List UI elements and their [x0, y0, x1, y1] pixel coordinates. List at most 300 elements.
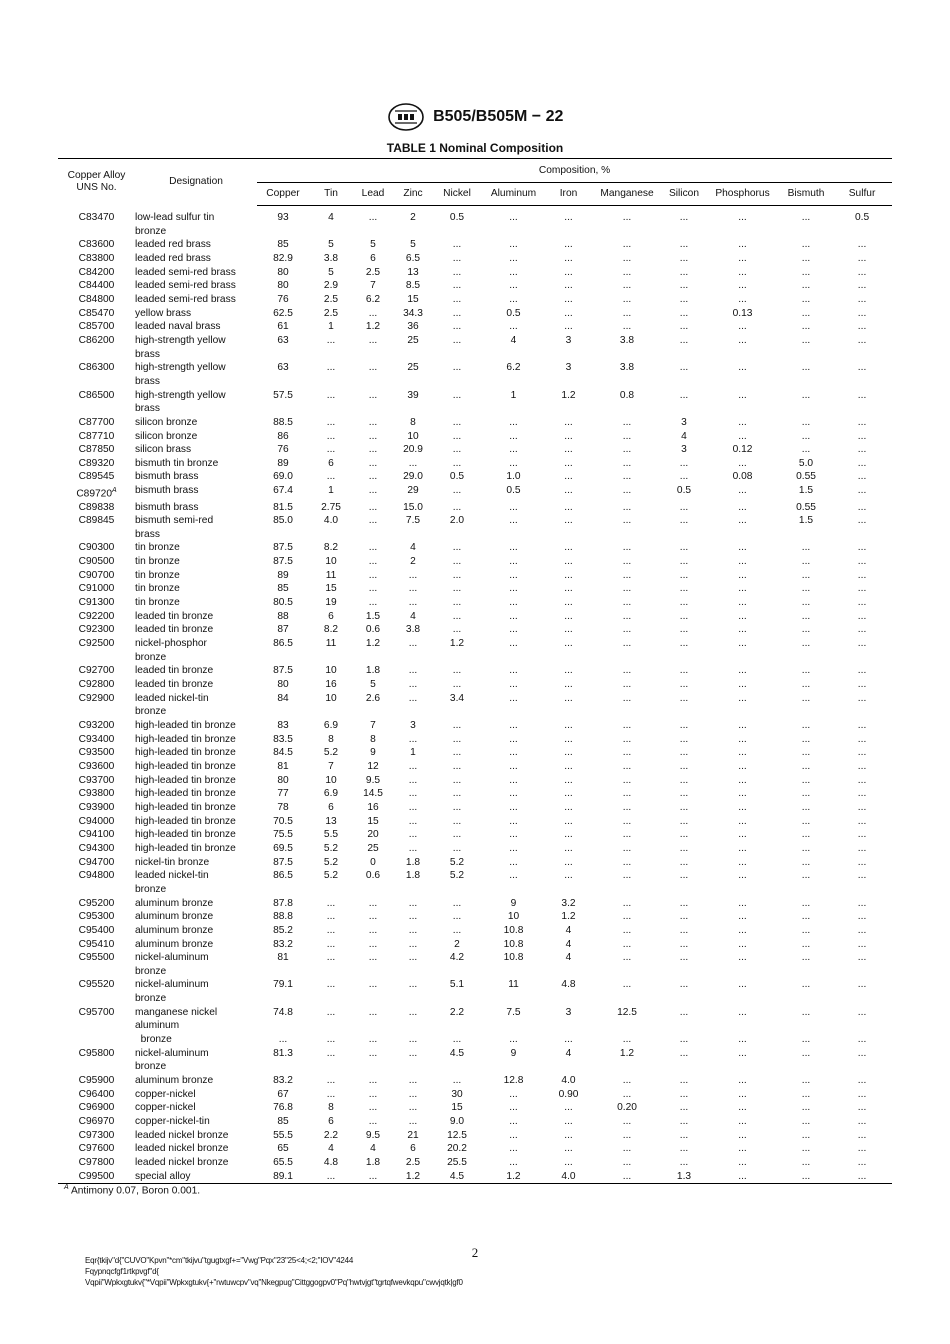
composition-value: ...: [368, 307, 378, 319]
composition-value: ...: [738, 334, 747, 346]
composition-value: ...: [801, 679, 811, 691]
composition-value: ...: [622, 1034, 632, 1046]
composition-value: ...: [801, 638, 811, 650]
composition-value: 4.0: [323, 515, 339, 527]
composition-value: [705, 1019, 780, 1033]
alloy-designation: bronze: [135, 1061, 167, 1073]
composition-value: ...: [509, 556, 518, 568]
composition-value: 1.2: [449, 638, 465, 650]
alloy-uns: [58, 746, 135, 760]
composition-value: [832, 402, 892, 416]
composition-value: ...: [591, 1170, 663, 1184]
table-row: [58, 206, 892, 225]
composition-value: ...: [452, 665, 462, 677]
composition-value: 1.8: [365, 1157, 381, 1169]
composition-value: [780, 1060, 832, 1074]
composition-value: ...: [564, 829, 573, 841]
composition-value: [546, 1019, 591, 1033]
alloy-designation: bronze: [135, 1034, 172, 1046]
alloy-uns-number: C85700: [78, 321, 115, 333]
composition-value: ...: [509, 583, 518, 595]
alloy-uns-number: C83600: [78, 239, 115, 251]
composition-value: ...: [622, 911, 632, 923]
alloy-uns-number: C97800: [78, 1157, 115, 1169]
alloy-uns: [58, 733, 135, 747]
composition-value: ...: [452, 801, 462, 813]
composition-value: ...: [622, 471, 632, 483]
composition-value: ...: [622, 239, 632, 251]
composition-value: 9.5: [365, 774, 381, 786]
composition-value: ...: [509, 1116, 518, 1128]
document-title: B505/B505M − 22: [433, 108, 564, 125]
composition-value: 76: [277, 293, 289, 305]
composition-value: 67.4: [273, 485, 293, 497]
composition-value: ...: [368, 911, 378, 923]
alloy-uns: [58, 664, 135, 678]
composition-value: [257, 992, 309, 1006]
table-row: [58, 774, 892, 788]
alloy-designation: special alloy: [135, 1170, 257, 1184]
composition-value: ...: [622, 1075, 632, 1087]
composition-value: ...: [564, 624, 573, 636]
composition-value: ...: [801, 952, 811, 964]
alloy-uns-number: C93800: [78, 788, 115, 800]
composition-value: [832, 1060, 892, 1074]
composition-value: ...: [738, 416, 747, 428]
composition-value: [663, 375, 705, 389]
composition-value: 2.2: [449, 1006, 465, 1018]
composition-value: ...: [705, 1170, 780, 1184]
alloy-uns-number: C90700: [78, 569, 115, 581]
composition-value: ...: [801, 624, 811, 636]
table-row: [58, 457, 892, 471]
composition-value: ...: [509, 430, 518, 442]
composition-value: ...: [622, 307, 632, 319]
composition-value: ...: [679, 1088, 689, 1100]
composition-value: ...: [857, 252, 867, 264]
composition-value: 4.0: [561, 1075, 576, 1087]
composition-value: [393, 883, 433, 897]
composition-value: 3.8: [619, 362, 635, 374]
composition-value: ...: [326, 362, 336, 374]
table-row: [58, 582, 892, 596]
composition-value: ...: [801, 801, 811, 813]
composition-value: ...: [857, 389, 867, 401]
composition-value: ...: [564, 774, 573, 786]
composition-value: ...: [408, 952, 418, 964]
alloy-uns-number: C95900: [78, 1075, 115, 1087]
composition-value: 11: [325, 638, 337, 650]
composition-value: [832, 992, 892, 1006]
composition-value: ...: [857, 597, 867, 609]
composition-value: ...: [368, 334, 378, 346]
composition-value: ...: [738, 597, 747, 609]
composition-value: ...: [679, 979, 689, 991]
composition-value: 0.5: [676, 485, 692, 497]
alloy-designation: high-leaded tin bronze: [135, 815, 236, 827]
alloy-uns-number: C95700: [78, 1006, 115, 1018]
composition-value: [663, 225, 705, 239]
composition-value: [591, 705, 663, 719]
table-row: [58, 842, 892, 856]
composition-value: 81.5: [273, 501, 293, 513]
composition-value: [591, 965, 663, 979]
composition-value: [257, 375, 309, 389]
composition-value: ...: [408, 638, 418, 650]
composition-value: ...: [452, 485, 462, 497]
composition-value: ...: [622, 665, 632, 677]
composition-value: ...: [622, 515, 632, 527]
alloy-uns: [58, 555, 135, 569]
table-row: [58, 266, 892, 280]
composition-value: [433, 348, 481, 362]
composition-value: ...: [622, 1157, 632, 1169]
alloy-uns: [58, 206, 135, 225]
composition-value: ...: [509, 212, 518, 223]
composition-value: 4: [565, 1047, 572, 1059]
composition-value: [481, 705, 546, 719]
composition-value: ...: [857, 897, 867, 909]
composition-value: ...: [738, 801, 747, 813]
alloy-uns: [58, 389, 135, 403]
composition-value: 12.8: [503, 1075, 524, 1087]
alloy-uns-number: C84200: [78, 266, 115, 278]
alloy-designation: bronze: [135, 651, 167, 663]
composition-value: [591, 992, 663, 1006]
alloy-uns: [58, 279, 135, 293]
composition-value: ...: [452, 430, 462, 442]
table-row: [58, 307, 892, 321]
composition-value: ...: [509, 638, 518, 650]
composition-value: 86.5: [273, 870, 293, 882]
alloy-uns-number: C96900: [78, 1102, 115, 1114]
composition-value: 80: [277, 774, 289, 786]
composition-value: 1.2: [561, 389, 576, 401]
composition-value: [353, 651, 393, 665]
table-row: [58, 924, 892, 938]
composition-value: ...: [452, 788, 462, 800]
composition-value: [353, 965, 393, 979]
col-header-designation: Designation: [135, 159, 257, 206]
composition-value: [393, 348, 433, 362]
alloy-designation: high-leaded tin bronze: [135, 842, 236, 854]
table-row: [58, 443, 892, 457]
table-row: [58, 1115, 892, 1129]
composition-value: ...: [408, 788, 418, 800]
composition-value: 6.9: [323, 788, 339, 800]
composition-value: 15: [325, 583, 337, 595]
composition-value: 8.2: [323, 624, 339, 636]
alloy-uns: [58, 402, 135, 416]
composition-value: ...: [857, 720, 867, 732]
alloy-uns-number: C84400: [78, 280, 115, 292]
alloy-uns: [58, 1019, 135, 1033]
composition-value: ...: [738, 485, 747, 497]
alloy-designation: leaded tin bronze: [135, 665, 214, 677]
composition-value: ...: [679, 747, 689, 759]
composition-value: ...: [738, 252, 747, 264]
composition-value: 86.5: [273, 638, 293, 650]
composition-value: ...: [801, 1157, 811, 1169]
composition-value: [353, 348, 393, 362]
composition-value: [705, 992, 780, 1006]
composition-value: 0.55: [796, 471, 816, 483]
composition-value: 87.8: [273, 897, 293, 909]
alloy-uns: [58, 610, 135, 624]
composition-value: 5.2: [323, 842, 339, 854]
composition-value: ...: [857, 760, 867, 772]
composition-value: ...: [801, 212, 811, 223]
alloy-designation: copper-nickel-tin: [135, 1116, 210, 1128]
composition-value: 76: [277, 444, 289, 456]
composition-value: 3: [681, 444, 687, 456]
composition-value: ...: [452, 760, 462, 772]
composition-value: [705, 965, 780, 979]
table-row: [58, 1156, 892, 1170]
alloy-uns-number: C92800: [78, 679, 115, 691]
composition-value: [433, 225, 481, 239]
composition-value: ...: [564, 665, 573, 677]
composition-value: [257, 348, 309, 362]
composition-value: [591, 528, 663, 542]
composition-value: 74.8: [273, 1006, 293, 1018]
composition-value: 93: [277, 212, 289, 223]
table-row: [58, 828, 892, 842]
col-header-zinc: Zinc: [393, 183, 433, 206]
composition-value: ...: [509, 842, 518, 854]
composition-value: [257, 402, 309, 416]
composition-value: ...: [679, 1129, 689, 1141]
alloy-uns: [58, 293, 135, 307]
composition-value: 25: [367, 842, 379, 854]
composition-value: ...: [452, 842, 462, 854]
table-row: [58, 389, 892, 403]
composition-value: [705, 705, 780, 719]
composition-value: ...: [738, 1088, 747, 1100]
alloy-designation: tin bronze: [135, 583, 180, 595]
alloy-designation: high-leaded tin bronze: [135, 774, 236, 786]
composition-value: ...: [857, 1006, 867, 1018]
composition-value: [393, 992, 433, 1006]
composition-value: 80: [277, 679, 289, 691]
composition-value: [433, 883, 481, 897]
composition-value: ...: [857, 979, 867, 991]
composition-value: ...: [452, 747, 462, 759]
table-row: [58, 402, 892, 416]
col-header-composition: Composition, %: [257, 159, 892, 183]
alloy-uns-number: C95300: [78, 911, 115, 923]
composition-value: 4: [510, 334, 517, 346]
table-row: [58, 1060, 892, 1074]
composition-value: ...: [564, 610, 573, 622]
composition-value: 10: [325, 665, 337, 677]
composition-value: 1.2: [619, 1047, 635, 1059]
composition-value: ...: [408, 829, 418, 841]
table-row: [58, 992, 892, 1006]
composition-value: 5.2: [323, 856, 339, 868]
composition-value: [309, 651, 353, 665]
composition-value: [257, 528, 309, 542]
composition-value: ...: [622, 501, 632, 513]
composition-value: ...: [801, 760, 811, 772]
composition-value: ...: [368, 897, 378, 909]
composition-value: 2: [410, 556, 416, 568]
composition-value: ...: [622, 321, 632, 333]
composition-value: ...: [509, 1157, 518, 1169]
composition-value: ...: [679, 692, 689, 704]
composition-value: 30: [451, 1088, 463, 1100]
alloy-uns: [58, 801, 135, 815]
document-header: [0, 102, 950, 132]
composition-value: 1.0: [506, 471, 521, 483]
composition-value: ...: [801, 280, 811, 292]
composition-value: ...: [679, 952, 689, 964]
composition-value: 6: [328, 610, 334, 622]
composition-value: [663, 705, 705, 719]
composition-value: [705, 402, 780, 416]
composition-value: ...: [452, 266, 462, 278]
composition-value: ...: [801, 720, 811, 732]
col-header-copper: Copper: [257, 183, 309, 206]
alloy-uns: [58, 1088, 135, 1102]
composition-value: ...: [679, 334, 689, 346]
composition-value: 85.0: [273, 515, 293, 527]
table-row: [58, 651, 892, 665]
composition-value: [353, 375, 393, 389]
composition-value: ...: [622, 733, 632, 745]
table-row: [58, 596, 892, 610]
composition-value: [663, 965, 705, 979]
composition-value: ...: [564, 747, 573, 759]
table-row: [58, 1142, 892, 1156]
composition-value: [780, 992, 832, 1006]
composition-value: [546, 705, 591, 719]
composition-value: ...: [622, 829, 632, 841]
composition-value: ...: [622, 280, 632, 292]
composition-value: ...: [738, 239, 747, 251]
composition-value: [309, 965, 353, 979]
composition-value: ...: [408, 1116, 418, 1128]
composition-value: ...: [738, 911, 747, 923]
alloy-uns: [58, 238, 135, 252]
alloy-designation: high-leaded tin bronze: [135, 788, 236, 800]
table-row: [58, 555, 892, 569]
composition-value: ...: [564, 815, 573, 827]
composition-value: ...: [564, 430, 573, 442]
alloy-uns-number: C93900: [78, 801, 115, 813]
table-row: [58, 416, 892, 430]
composition-value: ...: [452, 569, 462, 581]
composition-value: ...: [452, 501, 462, 513]
composition-value: 84: [277, 692, 289, 704]
alloy-designation: aluminum: [135, 1020, 180, 1032]
alloy-uns-number: C99500: [78, 1170, 115, 1182]
composition-value: ...: [326, 430, 336, 442]
alloy-designation: manganese nickel: [135, 1006, 218, 1018]
composition-value: ...: [452, 597, 462, 609]
composition-value: ...: [622, 720, 632, 732]
table-footnote: [64, 1184, 200, 1196]
composition-value: 4.5: [433, 1170, 481, 1184]
col-header-phosphorus: Phosphorus: [705, 183, 780, 206]
composition-value: [546, 375, 591, 389]
col-header-manganese: Manganese: [591, 183, 663, 206]
composition-value: 85.2: [273, 924, 293, 936]
composition-value: ...: [622, 266, 632, 278]
composition-value: ...: [622, 679, 632, 691]
composition-value: ...: [679, 924, 689, 936]
composition-value: [433, 402, 481, 416]
composition-value: ...: [452, 679, 462, 691]
composition-value: [353, 883, 393, 897]
composition-value: 3.8: [323, 252, 339, 264]
table-row: [58, 883, 892, 897]
composition-value: ...: [801, 597, 811, 609]
composition-value: ...: [679, 471, 689, 483]
composition-value: ...: [564, 679, 573, 691]
table-caption: Nominal Composition: [439, 141, 564, 155]
composition-value: 67: [277, 1088, 289, 1100]
alloy-uns: [58, 416, 135, 430]
composition-value: ...: [564, 842, 573, 854]
composition-value: ...: [408, 692, 418, 704]
composition-value: ...: [564, 485, 573, 497]
composition-value: 1.5: [365, 610, 381, 622]
composition-value: 80: [277, 266, 289, 278]
composition-value: ...: [509, 747, 518, 759]
alloy-designation: aluminum bronze: [135, 1075, 214, 1087]
composition-value: ...: [738, 815, 747, 827]
composition-value: 1.2: [561, 911, 576, 923]
composition-value: ...: [368, 212, 378, 223]
composition-value: [309, 883, 353, 897]
composition-value: ...: [801, 1116, 811, 1128]
alloy-designation: tin bronze: [135, 597, 180, 609]
alloy-uns-number: C89545: [78, 471, 115, 483]
alloy-uns: [58, 924, 135, 938]
composition-value: ...: [564, 293, 573, 305]
alloy-uns: [58, 1115, 135, 1129]
composition-value: [832, 651, 892, 665]
composition-value: [832, 705, 892, 719]
composition-value: ...: [857, 569, 867, 581]
alloy-designation: leaded semi-red brass: [135, 280, 236, 292]
composition-value: [393, 705, 433, 719]
composition-value: ...: [857, 638, 867, 650]
alloy-designation: brass: [135, 403, 160, 415]
alloy-uns: [58, 252, 135, 266]
composition-value: ...: [679, 1006, 689, 1018]
composition-value: [309, 992, 353, 1006]
alloy-uns: [58, 705, 135, 719]
alloy-uns: [58, 1033, 135, 1047]
composition-value: ...: [509, 788, 518, 800]
composition-value: 87.5: [273, 542, 293, 554]
composition-value: ...: [857, 801, 867, 813]
alloy-uns: [58, 470, 135, 484]
table-row: [58, 815, 892, 829]
composition-value: 5: [370, 239, 376, 251]
composition-value: 6.2: [506, 362, 521, 374]
table-row: [58, 801, 892, 815]
composition-value: 55.5: [273, 1129, 293, 1141]
composition-value: ...: [801, 774, 811, 786]
table-row: [58, 541, 892, 555]
table-row: [58, 279, 892, 293]
composition-value: ...: [622, 870, 632, 882]
composition-value: 87.5: [273, 856, 293, 868]
alloy-uns: [58, 992, 135, 1006]
